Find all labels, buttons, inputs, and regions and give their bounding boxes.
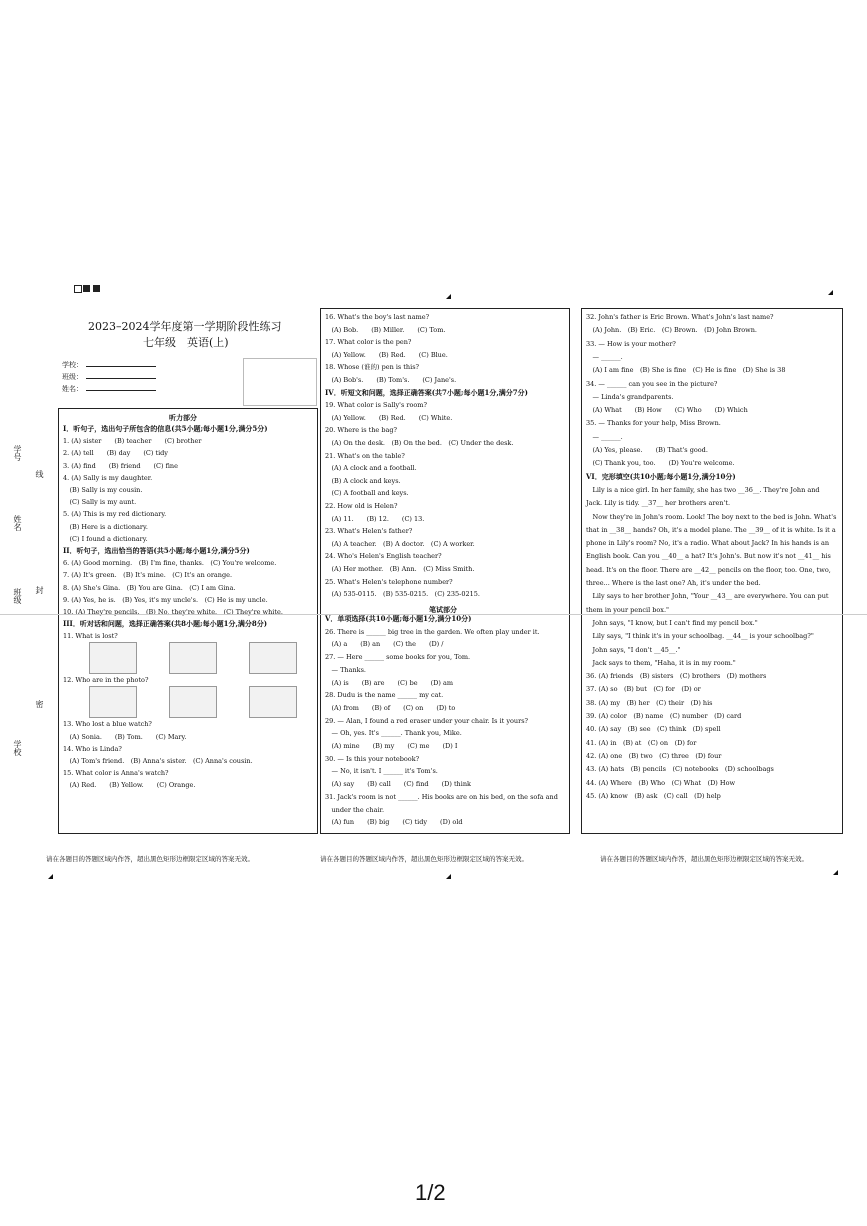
question-line: 2. (A) tell (B) day (C) tidy [63,449,168,458]
question-line: 4. (A) Sally is my daughter. [63,473,153,482]
question-line: (A) fun (B) big (C) tidy (D) old [325,818,463,827]
question-line: English book. Can you __40__ a hat? It's John's. But now it's not __41__ his [586,552,831,561]
marker-square [93,285,100,292]
question-line: VI．完形填空(共10小题;每小题1分,满分10分) [586,471,736,481]
question-line: 5. (A) This is my red dictionary. [63,510,167,519]
question-line: (C) A football and keys. [325,489,409,498]
question-line: 45. (A) know (B) ask (C) call (D) help [586,791,721,800]
question-line: II．听句子，选出恰当的答语(共5小题;每小题1分,满分5分) [63,546,250,555]
question-line: 13. Who lost a blue watch? [63,720,152,729]
question-line: (A) from (B) of (C) on (D) to [325,703,456,712]
question-line: 18. Whose (谁的) pen is this? [325,363,420,372]
question-line: head. It's on the floor. There are __42__ pencils on the floor, too. One, two, [586,565,831,574]
exam-subtitle: 七年级 英语(上) [143,336,229,349]
question-line: III．听对话和问题，选择正确答案(共8小题;每小题1分,满分8分) [63,619,268,629]
question-line: 38. (A) my (B) her (C) their (D) his [586,698,713,707]
page-number: 1/2 [415,1180,446,1205]
question-line: (A) 11. (B) 12. (C) 13. [325,514,425,523]
question-line: 33. — How is your mother? [586,339,676,348]
question-line: 12. Who are in the photo? [63,676,149,685]
question-line: (A) John. (B) Eric. (C) Brown. (D) John Brown. [586,326,757,335]
question-line: three... Where is the last one? Ah, it's under the bed. [586,579,761,587]
question-line: (B) Here is a dictionary. [63,522,148,531]
question-line: Now they're in John's room. Look! The boy next to the bed is John. What's [586,512,837,521]
question-line: (C) I found a dictionary. [63,534,148,543]
question-line: (A) A clock and a football. [325,464,417,473]
side-label: 班级 [13,588,22,604]
barcode-box [243,358,317,406]
question-line: 3. (A) find (B) friend (C) fine [63,461,178,470]
question-line: 39. (A) color (B) name (C) number (D) card [586,712,742,720]
question-line: (A) 535-0115. (B) 535-0215. (C) 235-0215. [325,590,480,599]
info-school: 学校： [62,360,156,370]
question-line: 15. What color is Anna's watch? [63,769,169,778]
question-line: 40. (A) say (B) see (C) think (D) spell [586,725,721,734]
question-line: 17. What color is the pen? [325,338,412,347]
corner-mark [828,290,833,295]
footer-note: 请在各题目的答题区域内作答，超出黑色矩形边框限定区域的答案无效。 [600,855,808,863]
question-line: 16. What's the boy's last name? [325,313,430,321]
question-line: 34. — ______ can you see in the picture? [586,379,718,388]
question-line: phone in Lily's room? No, it's a radio. What about Jack? In his hands is an [586,539,830,548]
question-line: (A) Her mother. (B) Ann. (C) Miss Smith. [325,565,475,573]
question-line: — Thanks. [325,665,366,674]
question-line: 25. What's Helen's telephone number? [325,577,453,586]
question-line: 36. (A) friends (B) sisters (C) brothers (D) mothers [586,672,767,681]
marker-square [74,285,82,293]
question-line: 42. (A) one (B) two (C) three (D) four [586,751,722,760]
question-line: (A) a (B) an (C) the (D) / [325,640,444,649]
question-line: — No, it isn't. I ______ it's Tom's. [325,767,438,776]
question-line: 35. — Thanks for your help, Miss Brown. [586,419,721,428]
question-line: (B) Sally is my cousin. [63,486,143,494]
question-line: 6. (A) Good morning. (B) I'm fine, thanks. (C) You're welcome. [63,559,277,568]
side-label: 密 [35,700,44,708]
question-line: 27. — Here ______ some books for you, Tom. [325,653,471,662]
family-photo-picture [169,686,217,718]
footer-note: 请在各题目的答题区域内作答，超出黑色矩形边框限定区域的答案无效。 [320,855,528,863]
footer-note: 请在各题目的答题区域内作答，超出黑色矩形边框限定区域的答案无效。 [46,855,254,863]
question-line: (A) mine (B) my (C) me (D) I [325,742,458,750]
question-line: Jack. Lily is tidy. __37__ her brothers aren't. [586,499,731,508]
answer-column-3 [581,308,843,834]
question-line: 8. (A) She's Gina. (B) You are Gina. (C) I am Gina. [63,583,236,592]
question-line: 22. How old is Helen? [325,502,398,510]
question-line: (B) A clock and keys. [325,476,401,485]
question-line: I．听句子，选出句子所包含的信息(共5小题;每小题1分,满分5分) [63,424,268,433]
side-label: 线 [35,470,44,478]
question-line: — ______. [586,432,623,441]
question-line: 30. — Is this your notebook? [325,754,420,763]
question-line: (A) Bob. (B) Miller. (C) Tom. [325,325,446,334]
question-line: (A) Yellow. (B) Red. (C) Blue. [325,350,448,359]
question-line: Lily says, "I think it's in your schoolbag. __44__ is your schoolbag?" [586,632,814,641]
question-line: John says, "I don't __45__." [586,645,681,654]
question-line: — Linda's grandparents. [586,392,674,401]
question-line: (A) A teacher. (B) A doctor. (C) A worker. [325,539,475,548]
question-line: 28. Dudu is the name ______ my cat. [325,691,444,700]
question-line: 32. John's father is Eric Brown. What's John's last name? [586,313,774,321]
question-line: (C) Sally is my aunt. [63,498,137,507]
question-line: 24. Who's Helen's English teacher? [325,552,442,561]
question-line: (A) I am fine (B) She is fine (C) He is fine (D) She is 38 [586,366,786,375]
question-line: (A) What (B) How (C) Who (D) Which [586,406,748,415]
question-line: IV．听短文和问题，选择正确答案(共7小题;每小题1分,满分7分) [325,387,528,397]
question-line: (A) Red. (B) Yellow. (C) Orange. [63,781,196,790]
question-line: 19. What color is Sally's room? [325,401,427,410]
question-line: 23. What's Helen's father? [325,527,413,536]
question-line: — Oh, yes. It's ______. Thank you, Mike. [325,729,462,738]
exam-title: 2023–2024学年度第一学期阶段性练习 [88,320,282,333]
question-line: 31. Jack's room is not ______. His books are on his bed, on the sofa and [325,792,558,801]
side-label: 学号 [13,445,22,461]
question-line: (A) is (B) are (C) be (D) am [325,678,453,687]
question-line: (A) Yes, please. (B) That's good. [586,446,708,454]
question-line: (C) Thank you, too. (D) You're welcome. [586,459,735,468]
exam-sheet [38,282,850,884]
question-line: 10. (A) They're pencils. (B) No, they're white. (C) They're white. [63,608,283,616]
question-line: (A) Tom's friend. (B) Anna's sister. (C) Anna's cousin. [63,757,253,765]
family-photo-picture [249,686,297,718]
corner-mark [833,870,838,875]
section-title: 笔试部分 [429,605,457,614]
question-line: 21. What's on the table? [325,451,405,460]
corner-mark [446,294,451,299]
scan-edge [0,614,867,615]
side-label: 姓名 [13,515,22,531]
question-line: 26. There is ______ big tree in the garden. We often play under it. [325,627,540,636]
corner-mark [446,874,451,879]
info-name: 姓名： [62,384,156,394]
question-line: — ______. [586,352,623,361]
question-line: that in __38__ hands? Oh, it's a model plane. The __39__ of it is white. Is it a [586,525,836,534]
question-line: 9. (A) Yes, he is. (B) Yes, it's my uncle's. (C) He is my uncle. [63,595,268,604]
answer-column-1 [58,408,318,834]
question-line: (A) Sonia. (B) Tom. (C) Mary. [63,732,187,741]
question-line: 20. Where is the bag? [325,426,398,435]
question-line: Lily is a nice girl. In her family, she has two __36__. They're John and [586,485,820,494]
marker-square [83,285,90,292]
corner-mark [48,874,53,879]
info-class: 班级： [62,372,156,382]
question-line: V．单项选择(共10小题;每小题1分,满分10分) [325,614,472,623]
question-line: (A) Yellow. (B) Red. (C) White. [325,413,453,422]
lost-item-picture [89,642,137,674]
question-line: 7. (A) It's green. (B) It's mine. (C) It's an orange. [63,571,233,580]
side-label: 封 [35,586,44,594]
answer-column-2 [320,308,570,834]
question-line: 29. — Alan, I found a red eraser under your chair. Is it yours? [325,716,529,725]
question-line: 1. (A) sister (B) teacher (C) brother [63,437,202,446]
lost-item-picture [249,642,297,674]
question-line: 43. (A) hats (B) pencils (C) notebooks (D) schoolbags [586,765,774,774]
question-line: (A) On the desk. (B) On the bed. (C) Under the desk. [325,439,514,447]
question-line: them in your pencil box." [586,605,670,614]
question-line: under the chair. [325,805,385,814]
question-line: Lily says to her brother John, "Your __43__ are everywhere. You can put [586,592,829,601]
question-line: Jack says to them, "Haha, it is in my room." [586,658,736,667]
family-photo-picture [89,686,137,718]
question-line: 14. Who is Linda? [63,744,122,753]
question-line: 44. (A) Where (B) Who (C) What (D) How [586,778,736,787]
question-line: (A) say (B) call (C) find (D) think [325,780,471,789]
question-line: 41. (A) in (B) at (C) on (D) for [586,738,697,747]
question-line: 11. What is lost? [63,632,118,641]
section-title: 听力部分 [169,413,197,422]
question-line: (A) Bob's. (B) Tom's. (C) Jane's. [325,376,457,384]
side-label: 学校 [13,740,22,756]
question-line: 37. (A) so (B) but (C) for (D) or [586,685,701,694]
question-line: John says, "I know, but I can't find my pencil box." [586,618,758,627]
lost-item-picture [169,642,217,674]
